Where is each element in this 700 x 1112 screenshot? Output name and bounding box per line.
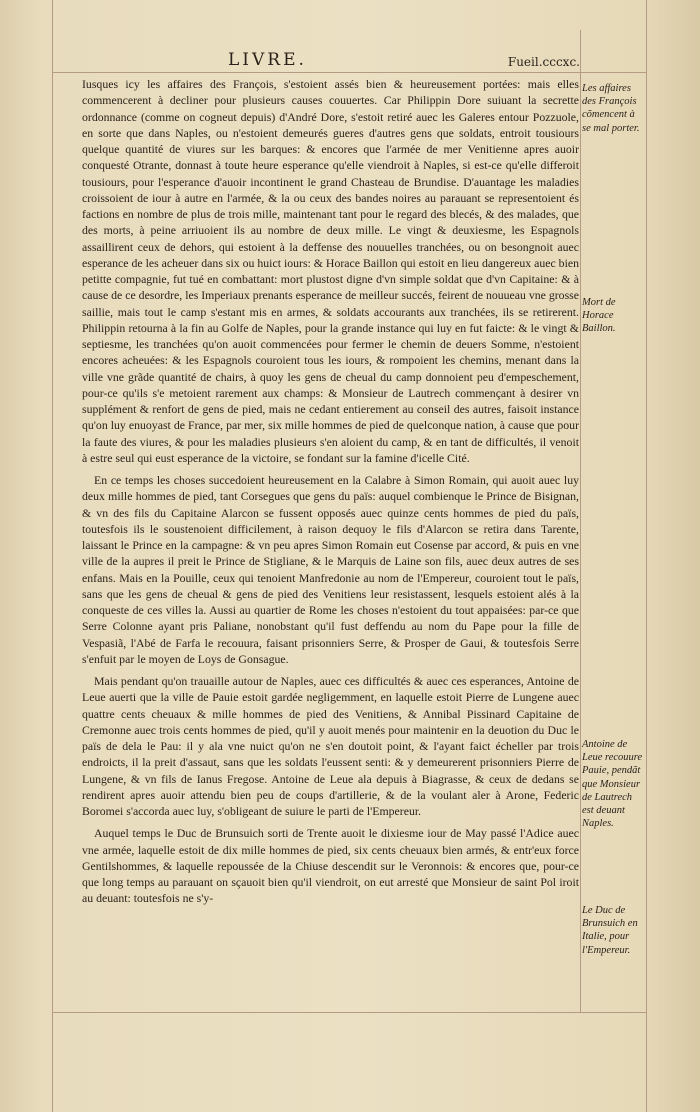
paragraph: Auquel temps le Duc de Brunsuich sorti de Trente auoit le dixiesme iour de May passé l'Adice auec vne armée, laquelle estoit de dix mille hommes de pied, six cents cheuaux bien armés, & entr'eux force Gentilshommes, & laquelle repoussée de la Chiuse descendit sur le Veronnois: & encores que, pour-ce que long temps au parauant on sçauoit bien qu'il viendroit, on eut arresté que Monsieur de saint Pol iroit au deuant: toutesfois ne s'y- — [82, 826, 579, 906]
left-frame-rule — [52, 0, 53, 1112]
margin-note: Mort de Horace Baillon. — [582, 297, 616, 335]
margin-note: Antoine de Leue recouure Pauie, pendãt que Monsieur de Lautrech est deuant Naples. — [582, 739, 643, 830]
paragraph: Iusques icy les affaires des François, s'estoient assés bien & heureusement portées: mais elles commencerent à decliner pour plusieurs causes couuertes. Car Philippin Dore suiuant la secrette ordonnance (comme on cogneut depuis) d'André Dore, s'estoit retiré auec les Galeres entour Pozzuole, en sorte que dans Naples, ou n'estoient demeurés gueres d'autres gens que soldats, entroit tousiours quelque quantité de viures sur les barques: & encores que l'armée de mer Venitienne apres auoir conquesté Otrante, donnast à toute heure esperance qu'elle viendroit à Naples, si est-ce qu'elle differoit tousiours, pour l'esperance d'auoir incontinent le grand Chasteau de Brundise. D'auantage les maladies croissoient de iour à autre en l'armée, & la ou ceux des bandes noires au parauant se representoient és factions en nombre de plus de trois mille, maintenant tant pour le regard des blecés, & des malades, que des morts, à peine arriuoient ils au nombre de deux mille. Le vingt & deuxiesme, les Espagnols assaillirent ceux de dehors, qui estoient à la deffense des nouuelles tranchées, ou on besongnoit auec esperance de les acheuer dans six ou huict iours: & Horace Baillon qui estoit en lieu dangereux auec bien petitte compagnie, fut tué en combattant: mort plustost digne d'vn simple soldat que d'vn Capitaine: & à cause de ce desordre, les Imperiaux prenants esperance de meilleur succés, feirent de nouueau vne grosse saillie, mais tout le camp s'estant mis en armes, & soldats accourants aux tranchées, ils se retirerent. Philippin retourna à la fin au Golfe de Naples, pour la grande instance qui luy en fut faicte: & le vingt & septiesme, les tranchées qu'on auoit commencées pour fermer le chemin de deuers Somme, n'estoient encores acheuées: & les Espagnols couroient tous les iours, & rompoient les chemins, menant dans la ville vne grãde quantité de chairs, à quoy les gens de cheual du camp donnoient peu d'empeschement, pour-ce qu'ils s'e metoient rarement aux champs: & Monsieur de Lautrech commençant à desirer vn supplément & renfort de gens de pied, mais ne cedant entierement au conseil des autres, faisoit instance qu'on luy enuoyast de France, par mer, six mille hommes de pied de quelconque nation, à cause que pour la faute des viures, & pour les maladies plusieurs s'en aloient du camp, & en tant de difficultés, il venoit à estre seul qui eust esperance de la victoire, se fondant sur la famine d'icelle Cité. — [82, 77, 579, 465]
running-title: LIVRE. — [228, 50, 307, 70]
right-frame-rule — [646, 0, 647, 1112]
folio-number: Fueil.cccxc. — [507, 55, 580, 69]
paragraph: En ce temps les choses succedoient heureusement en la Calabre à Simon Romain, qui auoit auec luy deux mille hommes de pied, tant Corsegues que gens du païs: auquel combienque le Prince de Bisignan, & vn des fils du Capitaine Alarcon se fussent opposés auec quinze cents hommes de pied du païs, toutesfois ils le soustenoient difficilement, à raison dequoy le fils d'Alarcon se retira dans Tarente, laissant le Prince en la campagne: & vn peu apres Simon Romain eut Cosense par accord, & puis en vne ville de la aupres il preit le Prince de Stigliane, & le Marquis de Laine son fils, auec deux autres de ses enfans. Mais en la Pouille, ceux qui tenoient Manfredonie au nom de l'Empereur, couroient tout le païs, sans que les gens de cheual & gens de pied des Venitiens leur resistassent, lesquels estoient alés à la conqueste de ces villes la. Aussi au quartier de Rome les choses n'estoient du tout appaisées: par-ce que Serre Colonne ayant pris Paliane, nonobstant qu'il fust deffendu au nom du Pape pour la fille de Vespasiã, l'Abé de Farfa le recouura, faisant prisonniers Serre, & Prosper de Gaui, & toutesfois Serre s'enfuit par le moyen de Loys de Gonsague. — [82, 473, 579, 666]
margin-note: Le Duc de Brunsuich en Italie, pour l'Empereur. — [582, 905, 638, 956]
main-text-block — [82, 76, 579, 913]
margin-note: Les affaires des François cõmencent à se mal porter. — [582, 83, 640, 134]
paragraph: Mais pendant qu'on trauaille autour de Naples, auec ces difficultés & auec ces esperances, Antoine de Leue auerti que la ville de Pauie estoit gardée negligemment, en laquelle estoit Pierre de Lungene auec quattre cents cheuaux & mille hommes de pied des Venitiens, & Annibal Pissinard Capitaine de Cremonne auec trois cents hommes de pied, qu'il y auoit menés pour maintenir en la deuotion du Duc le païs de dela le Pau: il y ala vne nuict qu'on ne s'en doutoit point, & l'ayant faict écheller par trois endroicts, il la preit d'assaut, sans que les soldats l'eussent senti: & y demeurerent prisonniers Pierre de Lungene, & vn fils de Ianus Fregose. Antoine de Leue ala depuis à Biagrasse, & ceux de dedans se rendirent apres auoir attendu bien peu de coups d'artillerie, & de la voulant aler à Arone, Federic Boromei s'accorda auec luy, s'obligeant de suiure le parti de l'Empereur. — [82, 674, 579, 818]
text-margin-rule — [580, 30, 581, 1012]
footer-rule — [52, 1012, 646, 1013]
